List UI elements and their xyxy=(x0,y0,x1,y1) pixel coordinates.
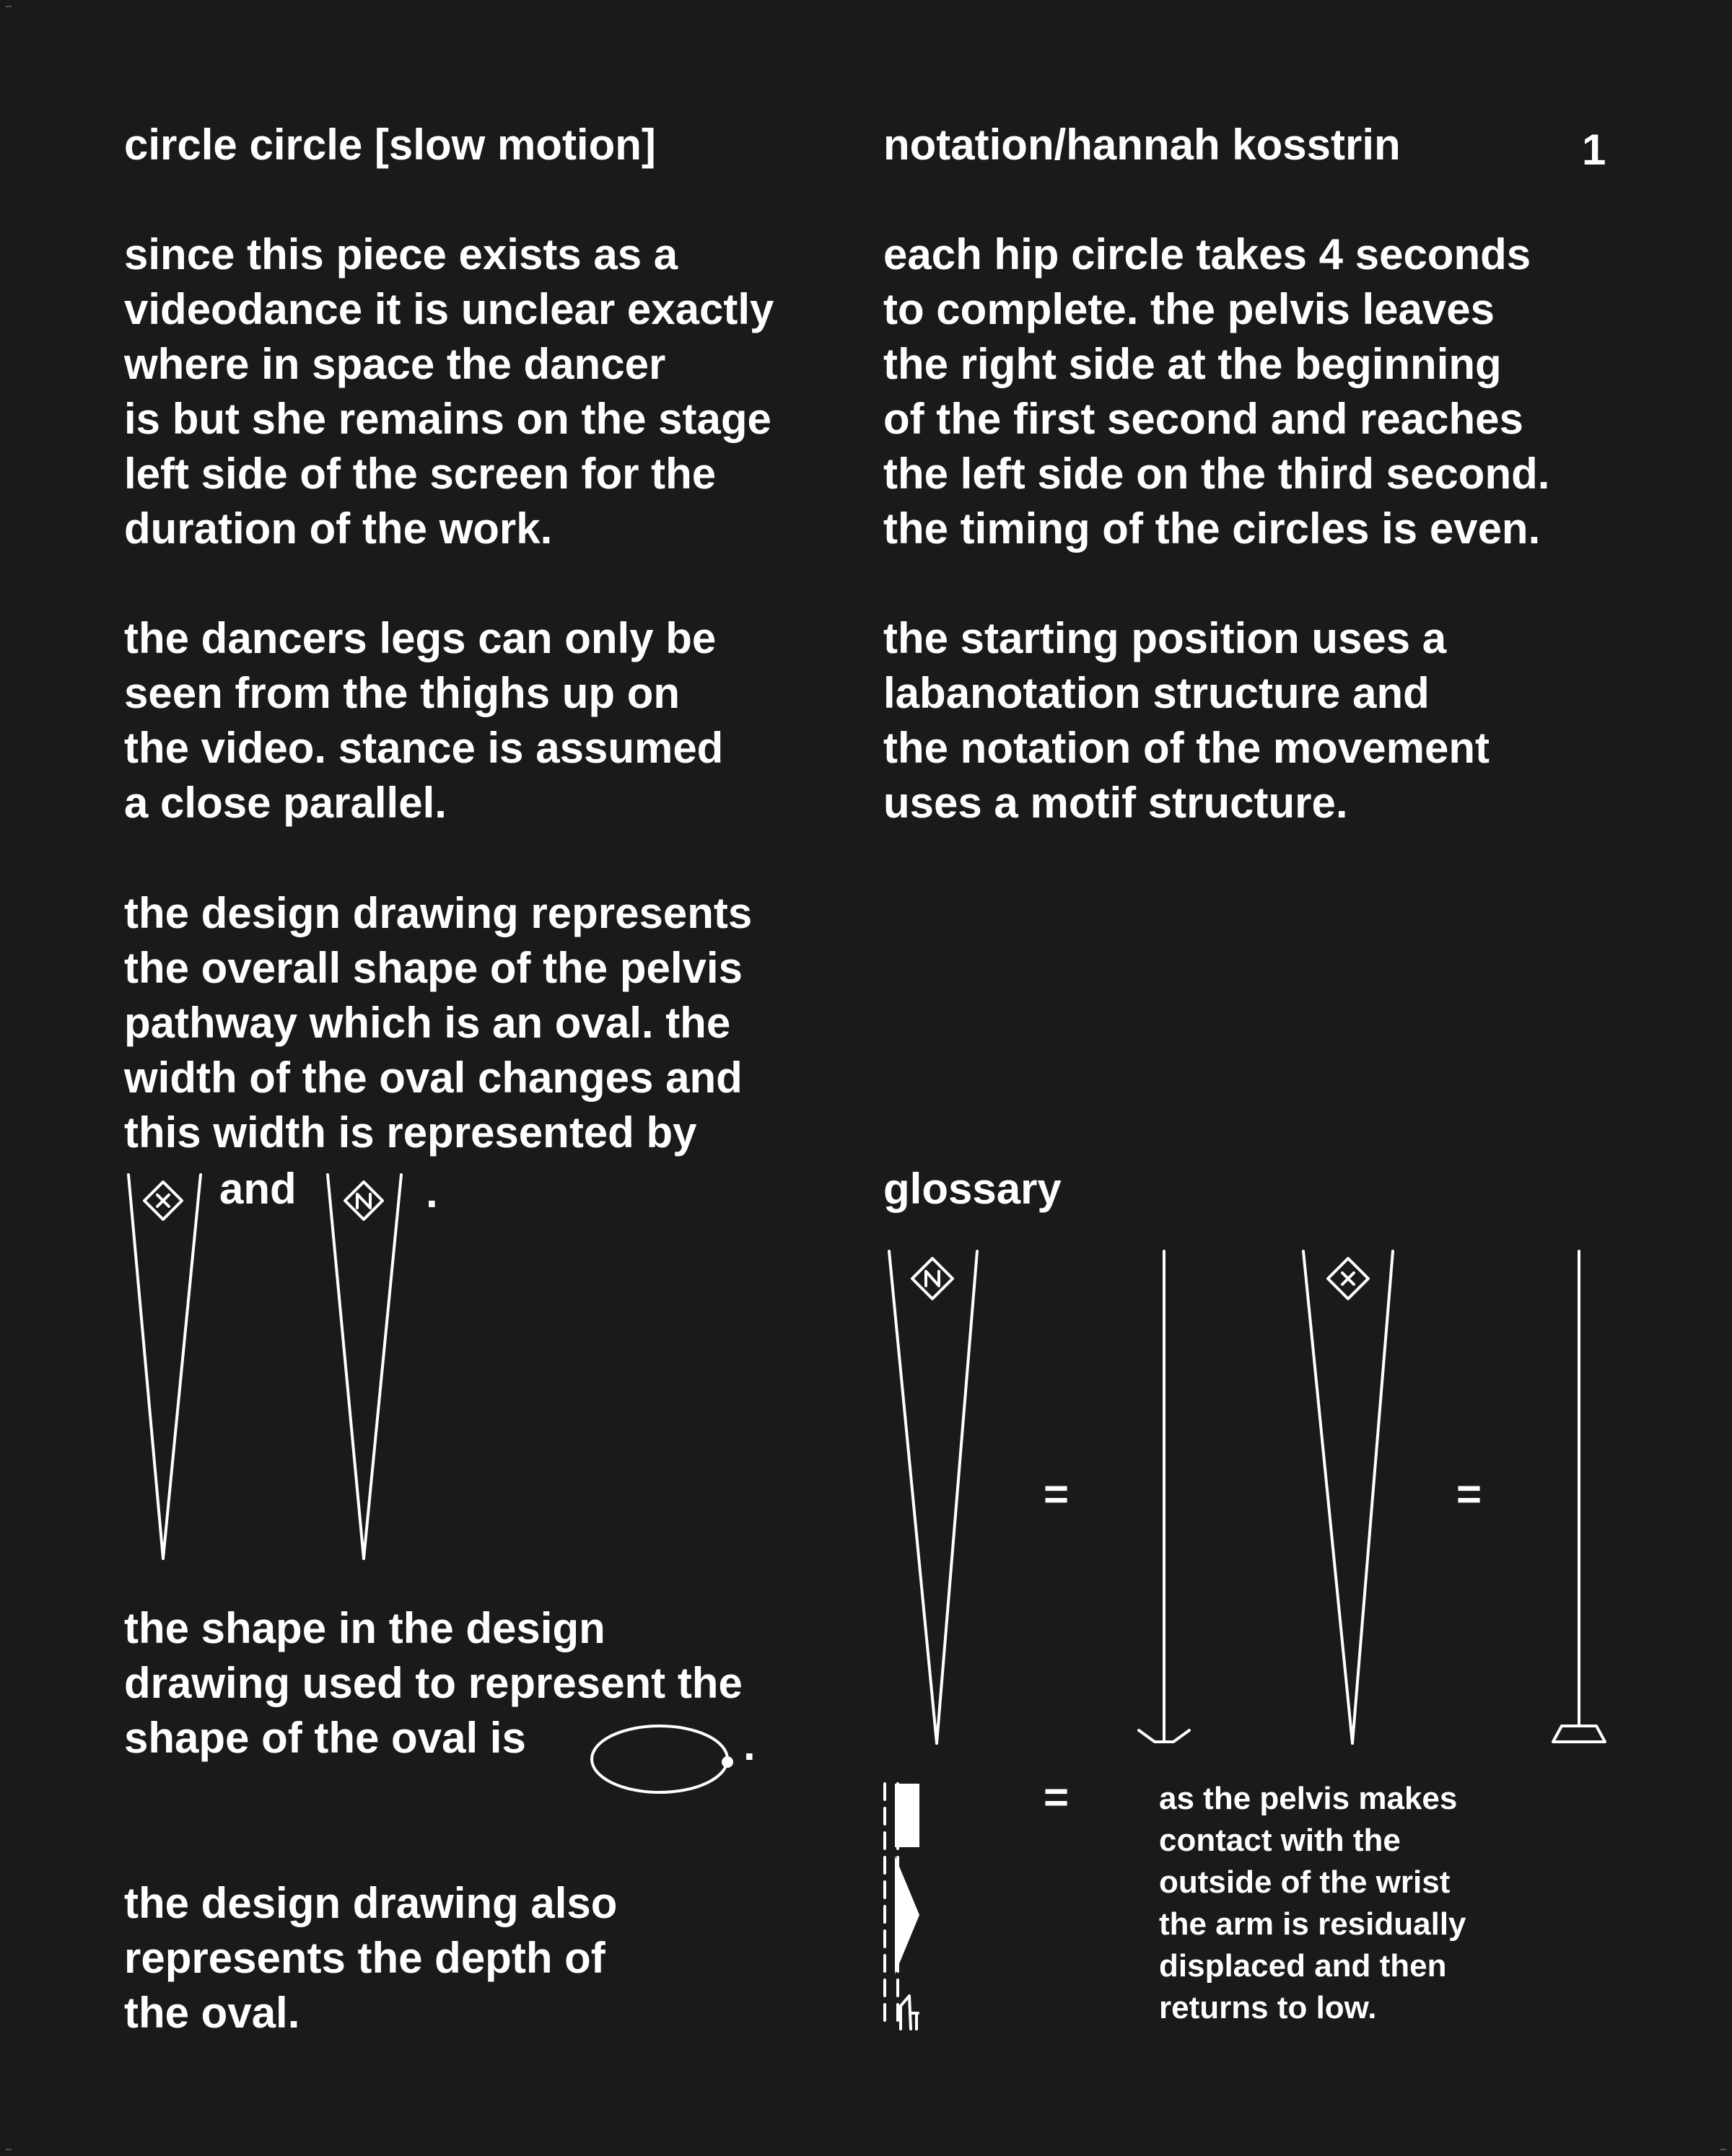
sentence-period: . xyxy=(743,1721,756,1769)
glossary-title: glossary xyxy=(883,1165,1062,1213)
glossary-note: as the pelvis makes contact with the outside of the wrist the arm is residually displaced and then returns to low. xyxy=(1159,1781,1466,2025)
glossary-line-hook-icon xyxy=(1139,1251,1189,1742)
labanotation-arrow-icon xyxy=(895,1856,919,1974)
equals-sign: = xyxy=(1456,1470,1482,1518)
oval-pathway-icon xyxy=(592,1726,732,1792)
labanotation-block-icon xyxy=(895,1784,919,1847)
right-paragraph-structure: the starting position uses a labanotation structure and the notation of the movement uses a motif structure. xyxy=(883,614,1490,827)
glossary-wedge-x-icon xyxy=(1303,1251,1393,1743)
left-paragraph-stance: the dancers legs can only be seen from the thighs up on the video. stance is assumed a close parallel. xyxy=(124,614,724,827)
equals-sign: = xyxy=(1044,1470,1070,1518)
glossary-wedge-n-icon xyxy=(889,1251,977,1743)
page-title: circle circle [slow motion] xyxy=(124,120,656,169)
glossary-line-base-icon xyxy=(1553,1251,1605,1742)
page-number: 1 xyxy=(1582,126,1606,174)
left-paragraph-depth: the design drawing also represents the depth of the oval. xyxy=(124,1879,618,2037)
narrowing-wedge-x-icon xyxy=(128,1175,201,1559)
right-paragraph-timing: each hip circle takes 4 seconds to complete. the pelvis leaves the right side at the beginning of the first second and reaches the left side on the third second. the timing of the circles is even. xyxy=(883,230,1550,553)
sentence-period: . xyxy=(426,1168,438,1217)
left-paragraph-location: since this piece exists as a videodance it is unclear exactly where in space the dancer is but she remains on the stage left side of the screen for the duration of the work. xyxy=(124,230,774,553)
left-paragraph-oval-shape: the shape in the design drawing used to represent the shape of the oval is xyxy=(124,1604,743,1762)
left-paragraph-design-drawing: the design drawing represents the overall shape of the pelvis pathway which is an oval. the width of the oval changes and this width is represented by xyxy=(124,889,753,1157)
notation-credit: notation/hannah kosstrin xyxy=(883,120,1401,169)
equals-sign: = xyxy=(1044,1773,1070,1821)
narrowing-wedge-n-icon xyxy=(328,1175,401,1559)
and-word: and xyxy=(219,1165,297,1213)
